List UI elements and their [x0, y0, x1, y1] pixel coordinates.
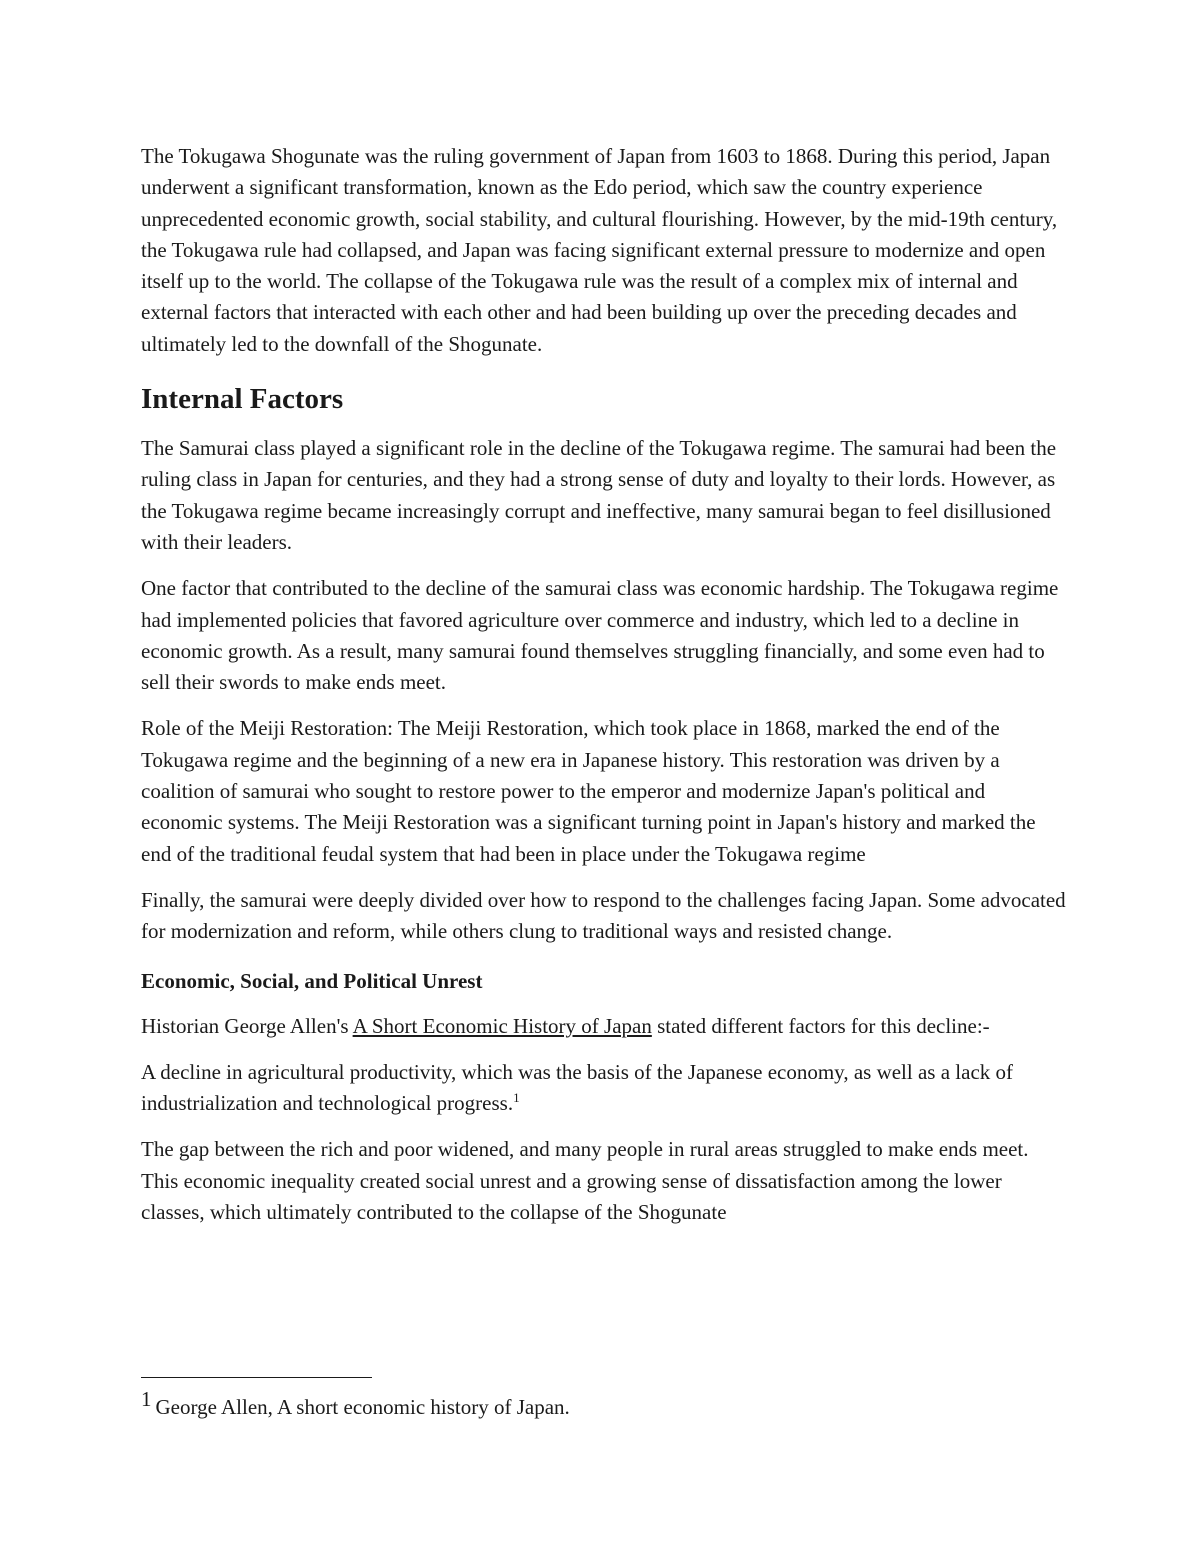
- footnote-text: George Allen, A short economic history of Japan.: [155, 1395, 570, 1419]
- footnote: [141, 1384, 1066, 1423]
- historian-paragraph: [141, 1011, 1066, 1042]
- economic-hardship-paragraph: One factor that contributed to the decline of the samurai class was economic hardship. The Tokugawa regime had implemented policies that favored agriculture over commerce and industry, which led to a decline in economic growth. As a result, many samurai found themselves struggling financially, and some even had to sell their swords to make ends meet.: [141, 576, 1059, 695]
- meiji-restoration-paragraph: Role of the Meiji Restoration: The Meiji Restoration, which took place in 1868, marked the end of the Tokugawa regime and the beginning of a new era in Japanese history. This restoration was driven by a coalition of samurai who sought to restore power to the emperor and modernize Japan's political and economic systems. The Meiji Restoration was a significant turning point in Japan's history and marked the end of the traditional feudal system that had been in place under the Tokugawa regime: [141, 716, 1036, 866]
- agricultural-decline-text: A decline in agricultural productivity, which was the basis of the Japanese economy, as well as a lack of industrialization and technological progress.: [141, 1059, 1014, 1116]
- wealth-gap-paragraph: The gap between the rich and poor widened, and many people in rural areas struggled to make ends meet. This economic inequality created social unrest and a growing sense of dissatisfaction among the lower classes, which ultimately contributed to the collapse of the Shogunate: [141, 1137, 1029, 1225]
- historian-prefix: Historian George Allen's: [141, 1013, 353, 1038]
- historian-suffix: stated different factors for this decline:-: [651, 1013, 990, 1038]
- agricultural-decline-paragraph: [141, 1057, 1066, 1120]
- footnote-number: 1: [141, 1387, 152, 1411]
- intro-paragraph: The Tokugawa Shogunate was the ruling government of Japan from 1603 to 1868. During this period, Japan underwent a significant transformation, known as the Edo period, which saw the country experience unprecedented economic growth, social stability, and cultural flourishing. However, by the mid-19th century, the Tokugawa rule had collapsed, and Japan was facing significant external pressure to modernize and open itself up to the world. The collapse of the Tokugawa rule was the result of a complex mix of internal and external factors that interacted with each other and had been building up over the preceding decades and ultimately led to the downfall of the Shogunate.: [141, 144, 1058, 356]
- footnote-separator: [141, 1377, 372, 1378]
- samurai-class-paragraph: The Samurai class played a significant role in the decline of the Tokugawa regime. The samurai had been the ruling class in Japan for centuries, and they had a strong sense of duty and loyalty to their lords. However, as the Tokugawa regime became increasingly corrupt and ineffective, many samurai began to feel disillusioned with their leaders.: [141, 436, 1057, 554]
- internal-factors-heading: Internal Factors: [141, 383, 344, 416]
- document-body: [141, 141, 1066, 1243]
- book-title-link[interactable]: A Short Economic History of Japan: [352, 1013, 652, 1038]
- samurai-divided-paragraph: Finally, the samurai were deeply divided over how to respond to the challenges facing Japan. Some advocated for modernization and reform, while others clung to traditional ways and resisted change.: [141, 887, 1066, 944]
- footnote-reference[interactable]: 1: [513, 1090, 520, 1106]
- unrest-heading: Economic, Social, and Political Unrest: [141, 968, 483, 993]
